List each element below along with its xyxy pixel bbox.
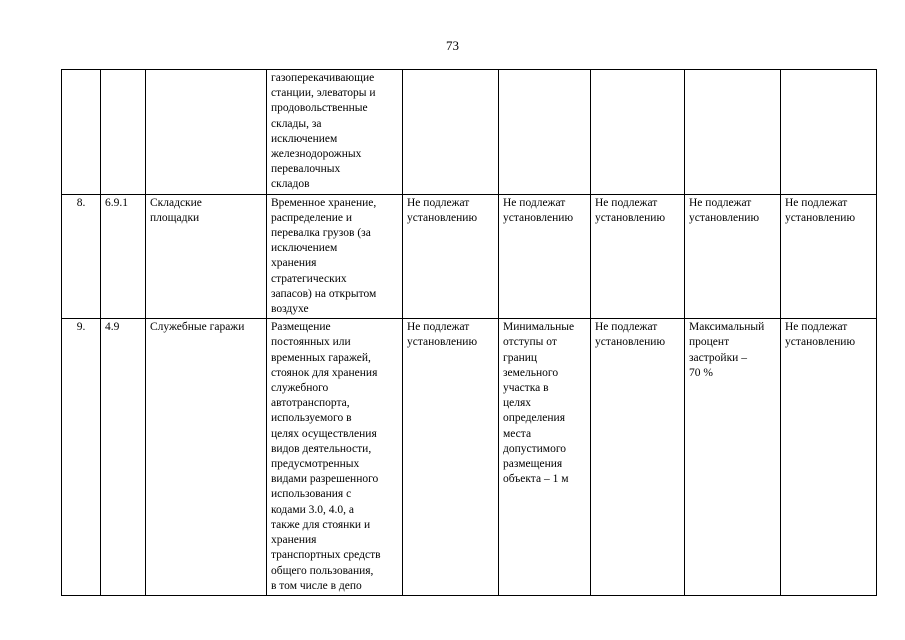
land-use-regulations-table	[61, 69, 877, 596]
use-code-cell	[101, 70, 146, 195]
param-cell-5: Не подлежат установлению	[403, 194, 499, 319]
param-cell-5: Не подлежат установлению	[403, 319, 499, 596]
table-row	[62, 319, 877, 596]
row-number-cell: 9.	[62, 319, 101, 596]
param-cell-7	[591, 70, 685, 195]
table-row	[62, 194, 877, 319]
param-cell-8	[685, 70, 781, 195]
use-name-cell: Складские площадки	[146, 194, 267, 319]
table-row	[62, 70, 877, 195]
param-cell-9: Не подлежат установлению	[781, 194, 877, 319]
param-cell-9: Не подлежат установлению	[781, 319, 877, 596]
row-number-cell	[62, 70, 101, 195]
param-cell-8: Максимальный процент застройки – 70 %	[685, 319, 781, 596]
use-code-cell: 6.9.1	[101, 194, 146, 319]
use-description-cell: Размещение постоянных или временных гаражей, стоянок для хранения служебного автотранспорта, используемого в целях осуществления видов деятельности, предусмотренных видами разрешенного использования с кодами 3.0, 4.0, а также для стоянки и хранения транспортных средств общего пользования, в том числе в депо	[267, 319, 403, 596]
param-cell-6: Не подлежат установлению	[499, 194, 591, 319]
page-number: 73	[446, 38, 459, 53]
param-cell-5	[403, 70, 499, 195]
use-code-cell: 4.9	[101, 319, 146, 596]
param-cell-9	[781, 70, 877, 195]
param-cell-7: Не подлежат установлению	[591, 319, 685, 596]
param-cell-7: Не подлежат установлению	[591, 194, 685, 319]
use-name-cell: Служебные гаражи	[146, 319, 267, 596]
param-cell-8: Не подлежат установлению	[685, 194, 781, 319]
use-description-cell: Временное хранение, распределение и перевалка грузов (за исключением хранения стратегических запасов) на открытом воздухе	[267, 194, 403, 319]
param-cell-6: Минимальные отступы от границ земельного участка в целях определения места допустимого размещения объекта – 1 м	[499, 319, 591, 596]
row-number-cell: 8.	[62, 194, 101, 319]
param-cell-6	[499, 70, 591, 195]
use-description-cell: газоперекачивающие станции, элеваторы и продовольственные склады, за исключением железнодорожных перевалочных складов	[267, 70, 403, 195]
use-name-cell	[146, 70, 267, 195]
